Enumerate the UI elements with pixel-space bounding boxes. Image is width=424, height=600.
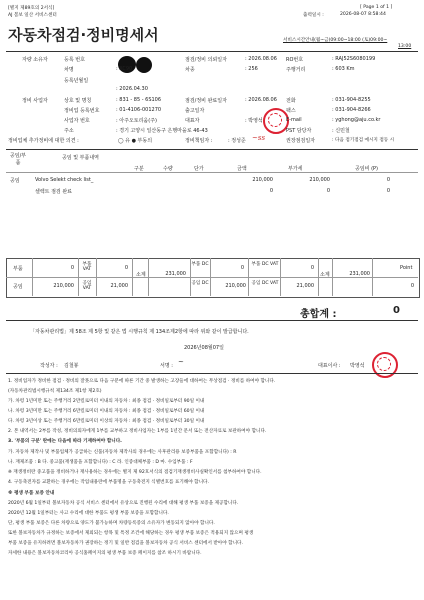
sum-value: 231,000	[349, 271, 370, 277]
reg-year-value: : 2026.04.30	[116, 86, 148, 92]
subtotal-value: 231,000	[165, 271, 186, 277]
note-line: 자세한 내용은 볼보자동차코리아 공식홈페이지의 평생 부품 보증 페이지를 참조 하시기 바랍니다.	[8, 551, 202, 556]
note-line: 나. 차령 3년미만 또는 주행거리 6만킬로미터 이내의 자동차 : 최종 점검 · 정비일로부터 60일 이내	[8, 409, 205, 414]
car-type-value: : 256	[245, 66, 258, 72]
ro-value: : RAJ52S6080199	[332, 56, 376, 62]
email-label: E-mail	[286, 117, 302, 123]
parts-dc-value: 0	[240, 265, 244, 271]
km-label: 주행거리	[286, 67, 306, 73]
resp-signature: ~ss	[252, 134, 266, 142]
note-line: 가. 차령 1년미만 또는 주행거리 2만킬로미터 이내의 자동차 : 최종 점검 · 정비일로부터 90일 이내	[8, 399, 205, 404]
total-labor-value: 210,000	[53, 283, 74, 289]
item-row-2-name: 셀렉트 점검 완료	[35, 189, 72, 195]
col-amount: 금액	[237, 166, 247, 172]
print-date: 2026-08-07 8:58:44	[340, 12, 386, 17]
note-line: 2020년 12월 1일부터는 사고 수리에 대한 부품도 평생 부품 보증을 포함합니다.	[8, 511, 169, 516]
labor-dc-label: 공임 DC	[191, 281, 209, 286]
location-label: 사업자 번호	[64, 118, 90, 124]
resp-value: : 정성준	[228, 138, 246, 144]
location-value: : 아주오토리움(주)	[116, 118, 157, 124]
col-div: 구분	[134, 166, 144, 172]
form-number: [별지 제89호의 2서식]	[8, 6, 55, 11]
guarantee-options[interactable]: ◯ 유 ● 부동의	[118, 138, 153, 144]
model-value: : XC90	[116, 66, 133, 72]
ro-label: RO번호	[286, 57, 304, 63]
parts-vat-value: 0	[124, 265, 128, 271]
biz-no-value: : 831 - 85 - 6S106	[116, 97, 162, 103]
note-line: 단, 평생 부품 보증은 다른 차량으로 양도가 불가능하며 차량등록증의 소유자가 변동되지 않아야 합니다.	[8, 521, 215, 526]
note-line: ※ 평생 부품 보증 안내	[8, 491, 55, 496]
tel-value: : 031-904-8255	[332, 97, 371, 103]
item-row-1-total: 0	[386, 177, 390, 183]
service-hours-end: 13:00	[398, 44, 412, 49]
ceo-seal	[372, 352, 398, 378]
sum-label: 소계	[320, 272, 330, 278]
note-line: 2020년 6월 1일부터 볼보자동차 공식 서비스 센터에서 유상으로 진행된 수리에 대해 평생 부품 보증을 제공합니다.	[8, 501, 239, 506]
col-vat: 부가세	[288, 166, 303, 172]
item-row-1-vat: 210,000	[309, 177, 330, 183]
end-date-label: 점검/정비 완료일자	[185, 98, 227, 104]
labor-vat-value: 21,000	[110, 283, 128, 289]
company-name: AJ 봄보 일산 서비스센터	[8, 13, 57, 18]
address-label: 주소	[64, 128, 74, 134]
biz-reg-value: : 01-4106-001270	[116, 107, 162, 113]
address-value: : 경기 고양시 일산동구 은행마을로 46-43	[116, 128, 208, 134]
repair-date-label: 점검/정비 의뢰일자	[185, 57, 227, 63]
print-date-label: 출력일시 :	[303, 13, 324, 18]
col-total: 공임비 (P)	[355, 166, 378, 172]
redacted-plate-2	[136, 57, 152, 73]
item-row-1-name: Volvo Selekt check list_	[35, 177, 94, 183]
service-hours: 서비스시간안내(월~금)09:00~18:00 (토)09:00~	[283, 38, 388, 43]
biz-reg-label: 정비업 등록번호	[64, 108, 100, 114]
labor-dc-vat-value: 21,000	[296, 283, 314, 289]
note-line: 2. 본 내역서는 2부를 작성, 정비의뢰자에게 1부를 교부하고 정비사업자는 1부를 1년간 문서 또는 전산자료로 보관하여야 합니다.	[8, 429, 267, 434]
labor-dc-vat-label: 공임 DC VAT	[251, 281, 279, 286]
rep-value: : 박영석	[245, 118, 263, 124]
col-qty: 수량	[163, 166, 173, 172]
total-parts-value: 0	[70, 265, 74, 271]
point-label: Point	[400, 265, 413, 271]
biz-no-label: 상호 및 명칭	[64, 98, 92, 104]
fax-label: 팩스	[286, 108, 296, 114]
labor-vat-label: 공임 VAT	[82, 281, 92, 291]
ceo-value: 박영석	[350, 363, 365, 369]
col-item-name: 공임 및 부품내역	[62, 155, 99, 161]
parts-vat-label: 부품 VAT	[82, 262, 92, 272]
rep-label: 대표자	[185, 118, 200, 124]
item-row-1-cat: 공임	[10, 178, 20, 184]
labor-dc-value: 210,000	[225, 283, 246, 289]
subtotal-label: 소계	[136, 272, 146, 278]
note-line: 1. 정비업자가 정비한 점검 · 정비의 잘못으로 다음 구분에 따른 기간 중 발생하는 고장들에 대하여는 무상점검 · 정비를 하여야 합니다.	[8, 379, 276, 384]
parts-dc-vat-label: 부품 DC VAT	[251, 262, 279, 267]
repair-date-value: : 2026.08.06	[245, 56, 277, 62]
point-value: 0	[410, 283, 414, 289]
writer-signature: ~	[178, 358, 184, 366]
item-row-2-total: 0	[386, 188, 390, 194]
item-row-2-amount: 0	[269, 188, 273, 194]
item-row-2-vat: 0	[326, 188, 330, 194]
writer-label: 작성자 :	[40, 363, 58, 369]
grand-total-label: 총합계 :	[300, 309, 337, 320]
fax-value: : 031-904-8266	[332, 107, 371, 113]
grand-total-value: 0	[393, 305, 400, 316]
sign-label: 서명 :	[160, 363, 173, 369]
item-row-1-amount: 210,000	[252, 177, 273, 183]
col-unit: 단가	[194, 166, 204, 172]
ceo-label: 대표이사 :	[318, 363, 341, 369]
email-value: : yghong@aju.co.kr	[332, 117, 381, 123]
advise-label: 권장점검일자	[286, 138, 315, 144]
total-parts-label: 부품	[13, 266, 23, 272]
legal-statement: 「자동차관리법」제 58조 제 5항 및 같은 법 시행규칙 제 134조제2항에 따라 위와 같이 발급합니다.	[30, 329, 249, 335]
end-date-value: : 2026.08.06	[245, 97, 277, 103]
car-type-label: 차종	[185, 67, 195, 73]
pst-value: : 신민철	[332, 128, 350, 134]
out-date-label: 출고일자	[185, 108, 205, 114]
note-line: 부품 보증을 유지하려면 볼보자동차가 권장하는 정기 및 일반 점검을 볼보자동차 공식 서비스 센터에서 받아야 합니다.	[8, 541, 243, 546]
reg-year-label: 등록년월일	[64, 78, 89, 84]
reg-no-label: 등록 번호	[64, 57, 85, 63]
advise-value: : 다음 점기점검 예시지 점등 시	[332, 138, 395, 143]
note-line: 4. 구동축전자를 교환하는 경우에는 작업내용란에 부품명을 구동축전지 식별번호를 표기해야 합니다.	[8, 480, 209, 485]
note-line: 나. 재제조품 : B 다. 중고품(재생품을 포함합니다) : C 라. 인증대체부품 : D 마. 수입부품 : F	[8, 460, 193, 465]
note-line: (자동차관리법시행규칙 제134조 제1항 제2호)	[8, 389, 102, 394]
km-value: : 603 Km	[332, 66, 355, 72]
writer-value: 김철봉	[64, 363, 79, 369]
tel-label: 전화	[286, 98, 296, 104]
issue-date: 2026년08월07일	[184, 345, 224, 351]
note-line: 다. 차령 3년이상 또는 주행거리 6만킬로미터 이상의 자동차 : 최종 점검 · 정비일로부터 30일 이내	[8, 419, 205, 424]
page-indicator: [ Page 1 of 1 ]	[360, 5, 393, 10]
document-title: 자동차점검·정비명세서	[8, 26, 159, 44]
dealer-label: 정비 사업자	[22, 98, 48, 104]
model-label: 차명	[64, 67, 74, 73]
total-labor-label: 공임	[13, 284, 23, 290]
resp-label: 정비책임자 :	[185, 138, 213, 144]
note-line: 또한 볼보자동차가 규정하는 보증에서 제외되는 항목 및 특정 조건에 해당하는 경우 평생 부품 보증은 적용되지 않으며 평생	[8, 531, 254, 536]
parts-dc-label: 부품 DC	[191, 262, 209, 267]
col-category: 공임/부품	[9, 153, 27, 166]
note-line: ※ 재생정비란 중고품을 정비하거나 재사용하는 경우에는 별지 제 92호서식의 점검기재생정비사실확인서를 첨부하여야 합니다.	[8, 470, 262, 475]
parts-dc-vat-value: 0	[310, 265, 314, 271]
guarantee-label: 정비업체 추가정비에 대한 의견 :	[8, 138, 79, 144]
note-line: 가. 자동차 제작사 및 부품업체가 공급하는 신품(자동차 제작사의 경우에는 사후관리용 보증부품을 포함합니다) : R	[8, 450, 237, 455]
pst-label: PST 담당자	[286, 128, 312, 134]
owner-label: 자량 소유자	[22, 57, 48, 63]
note-line: 3. '부품의 구분' 란에는 다음에 따라 기재하여야 합니다.	[8, 439, 122, 444]
